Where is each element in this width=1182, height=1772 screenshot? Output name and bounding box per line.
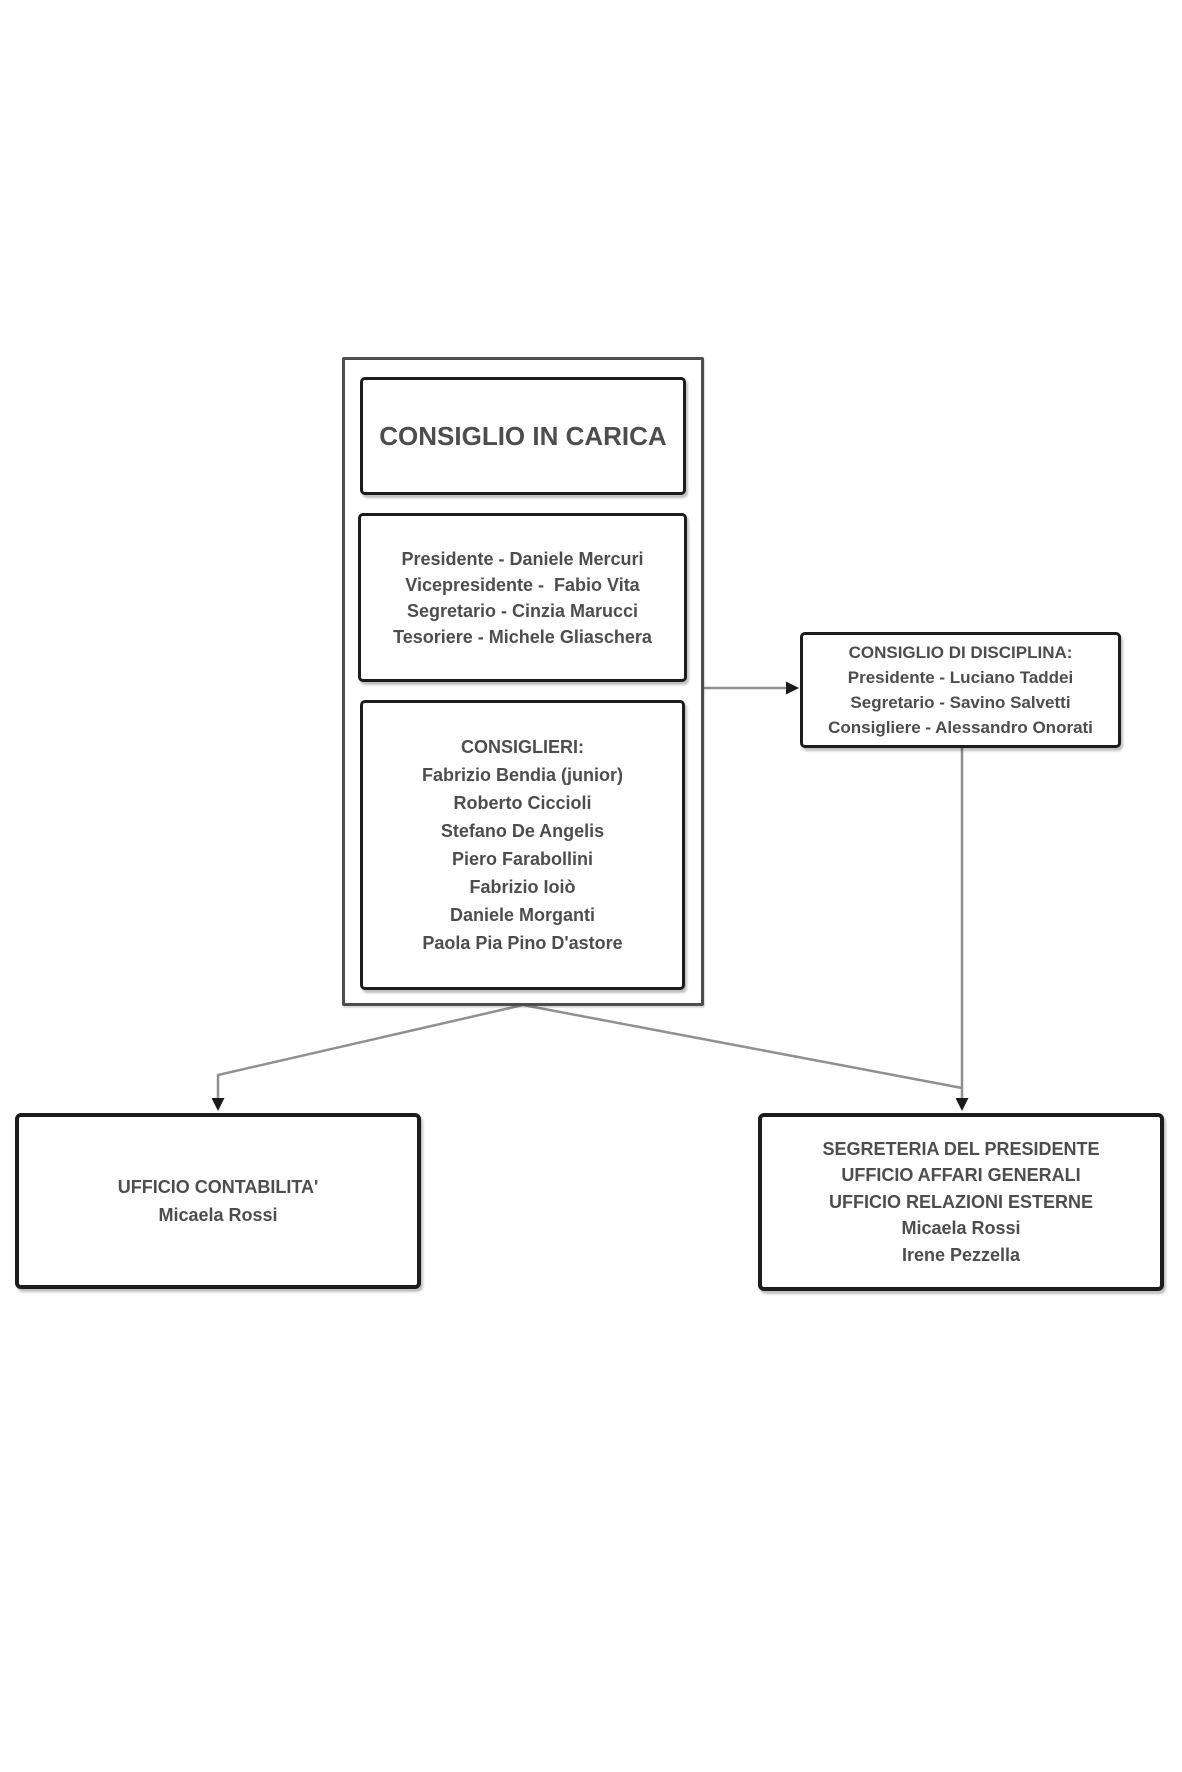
discipline-secretary: Segretario - Savino Salvetti bbox=[850, 693, 1071, 712]
officer-secretary: Segretario - Cinzia Marucci bbox=[406, 600, 639, 621]
connector-council-to-accounting bbox=[212, 1005, 524, 1111]
connector-council-to-discipline bbox=[703, 682, 799, 695]
councillor-name: Paola Pia Pino D'astore bbox=[422, 933, 623, 953]
councillor-name: Piero Farabollini bbox=[451, 849, 594, 869]
officer-vice-president: Vicepresidente - Fabio Vita bbox=[405, 574, 640, 595]
connector-council-to-secretariat bbox=[523, 1005, 962, 1088]
discipline-councillor: Consigliere - Alessandro Onorati bbox=[828, 718, 1093, 737]
external-relations-title: UFFICIO RELAZIONI ESTERNE bbox=[828, 1191, 1093, 1212]
councillor-name: Stefano De Angelis bbox=[440, 821, 605, 841]
council-title-box bbox=[360, 377, 686, 495]
officer-president: Presidente - Daniele Mercuri bbox=[401, 548, 644, 569]
secretariat-office-box bbox=[758, 1113, 1164, 1291]
council-officers-box bbox=[358, 513, 687, 682]
accounting-office-staff: Micaela Rossi bbox=[158, 1205, 278, 1225]
accounting-office-box bbox=[15, 1113, 421, 1289]
secretariat-staff: Micaela Rossi bbox=[901, 1218, 1021, 1239]
connector-discipline-to-secretariat bbox=[956, 748, 969, 1111]
councillor-name: Roberto Ciccioli bbox=[453, 793, 592, 813]
council-title: CONSIGLIO IN CARICA bbox=[379, 421, 667, 451]
discipline-heading: CONSIGLIO DI DISCIPLINA: bbox=[848, 643, 1073, 662]
secretariat-staff: Irene Pezzella bbox=[901, 1244, 1021, 1265]
discipline-president: Presidente - Luciano Taddei bbox=[847, 668, 1074, 687]
councillors-box bbox=[360, 700, 685, 990]
general-affairs-title: UFFICIO AFFARI GENERALI bbox=[841, 1165, 1081, 1186]
councillor-name: Fabrizio Bendia (junior) bbox=[422, 765, 623, 785]
officer-treasurer: Tesoriere - Michele Gliaschera bbox=[393, 626, 652, 647]
accounting-office-title: UFFICIO CONTABILITA' bbox=[117, 1177, 319, 1197]
secretariat-title: SEGRETERIA DEL PRESIDENTE bbox=[822, 1138, 1100, 1159]
councillor-name: Fabrizio Ioiò bbox=[469, 877, 576, 897]
councillor-name: Daniele Morganti bbox=[449, 905, 596, 925]
councillors-heading: CONSIGLIERI: bbox=[460, 737, 584, 757]
discipline-board-box bbox=[800, 632, 1121, 748]
